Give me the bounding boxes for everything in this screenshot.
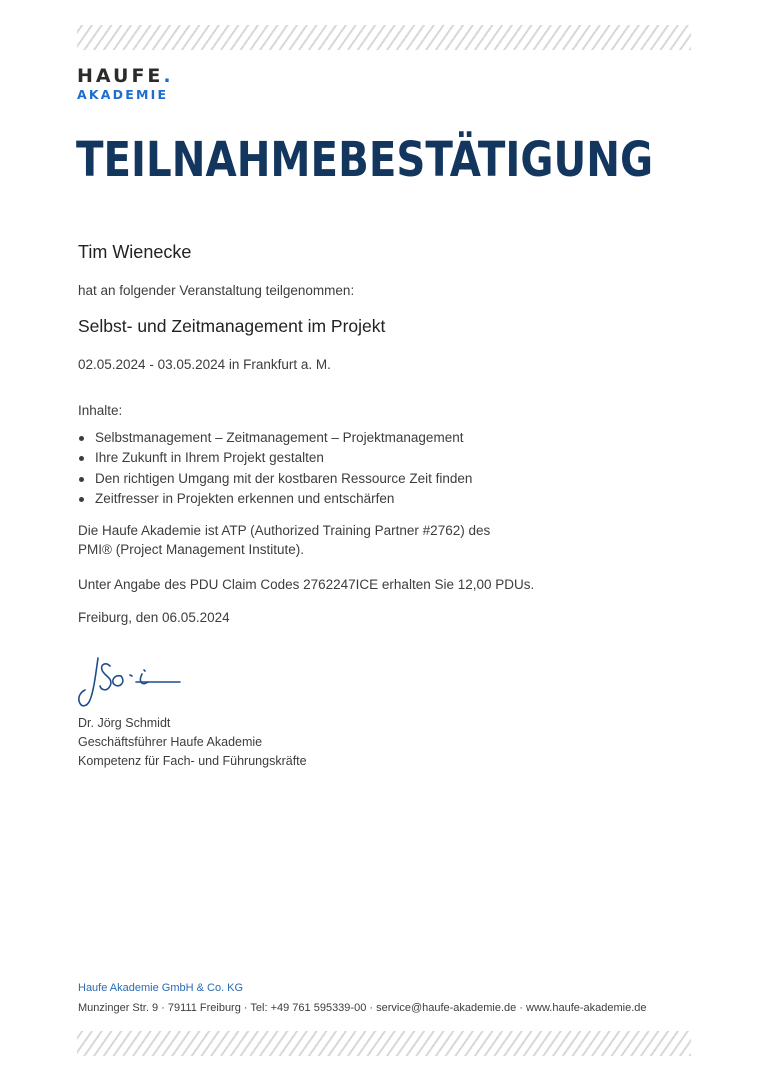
footer-contact: Munzinger Str. 9 · 79111 Freiburg · Tel: +49 761 595339-00 · service@haufe-akademie.de · www.haufe-akademie.de xyxy=(78,1002,647,1014)
signatory-name: Dr. Jörg Schmidt xyxy=(78,716,171,730)
date-location: 02.05.2024 - 03.05.2024 in Frankfurt a. M. xyxy=(78,357,331,372)
logo-dot: . xyxy=(163,65,174,87)
intro-text: hat an folgender Veranstaltung teilgenommen: xyxy=(78,283,355,298)
participant-name: Tim Wienecke xyxy=(78,242,192,262)
place-date: Freiburg, den 06.05.2024 xyxy=(78,610,230,625)
list-item: Selbstmanagement – Zeitmanagement – Projektmanagement xyxy=(78,428,472,448)
top-stripe-decoration xyxy=(77,25,691,50)
list-item: Den richtigen Umgang mit der kostbaren Ressource Zeit finden xyxy=(78,469,472,489)
document-title: TEILNAHMEBESTÄTIGUNG xyxy=(76,132,654,188)
list-item: Ihre Zukunft in Ihrem Projekt gestalten xyxy=(78,448,472,468)
footer-company: Haufe Akademie GmbH & Co. KG xyxy=(78,982,244,994)
contents-label: Inhalte: xyxy=(78,403,123,418)
logo-wordmark: HAUFE xyxy=(77,65,164,87)
contents-list xyxy=(78,428,472,509)
course-title: Selbst- und Zeitmanagement im Projekt xyxy=(78,316,386,336)
bottom-stripe-decoration xyxy=(77,1031,691,1056)
signatory-role: Geschäftsführer Haufe Akademie xyxy=(78,735,263,749)
pdu-text: Unter Angabe des PDU Claim Codes 2762247ICE erhalten Sie 12,00 PDUs. xyxy=(78,577,535,592)
logo-subtitle: AKADEMIE xyxy=(77,87,169,102)
atp-line-1: Die Haufe Akademie ist ATP (Authorized Training Partner #2762) des xyxy=(78,523,491,538)
atp-line-2: PMI® (Project Management Institute). xyxy=(78,542,305,557)
haufe-akademie-logo xyxy=(77,66,174,103)
signatory-tagline: Kompetenz für Fach- und Führungskräfte xyxy=(78,754,307,768)
list-item: Zeitfresser in Projekten erkennen und entschärfen xyxy=(78,489,472,509)
signature-image xyxy=(76,652,186,714)
